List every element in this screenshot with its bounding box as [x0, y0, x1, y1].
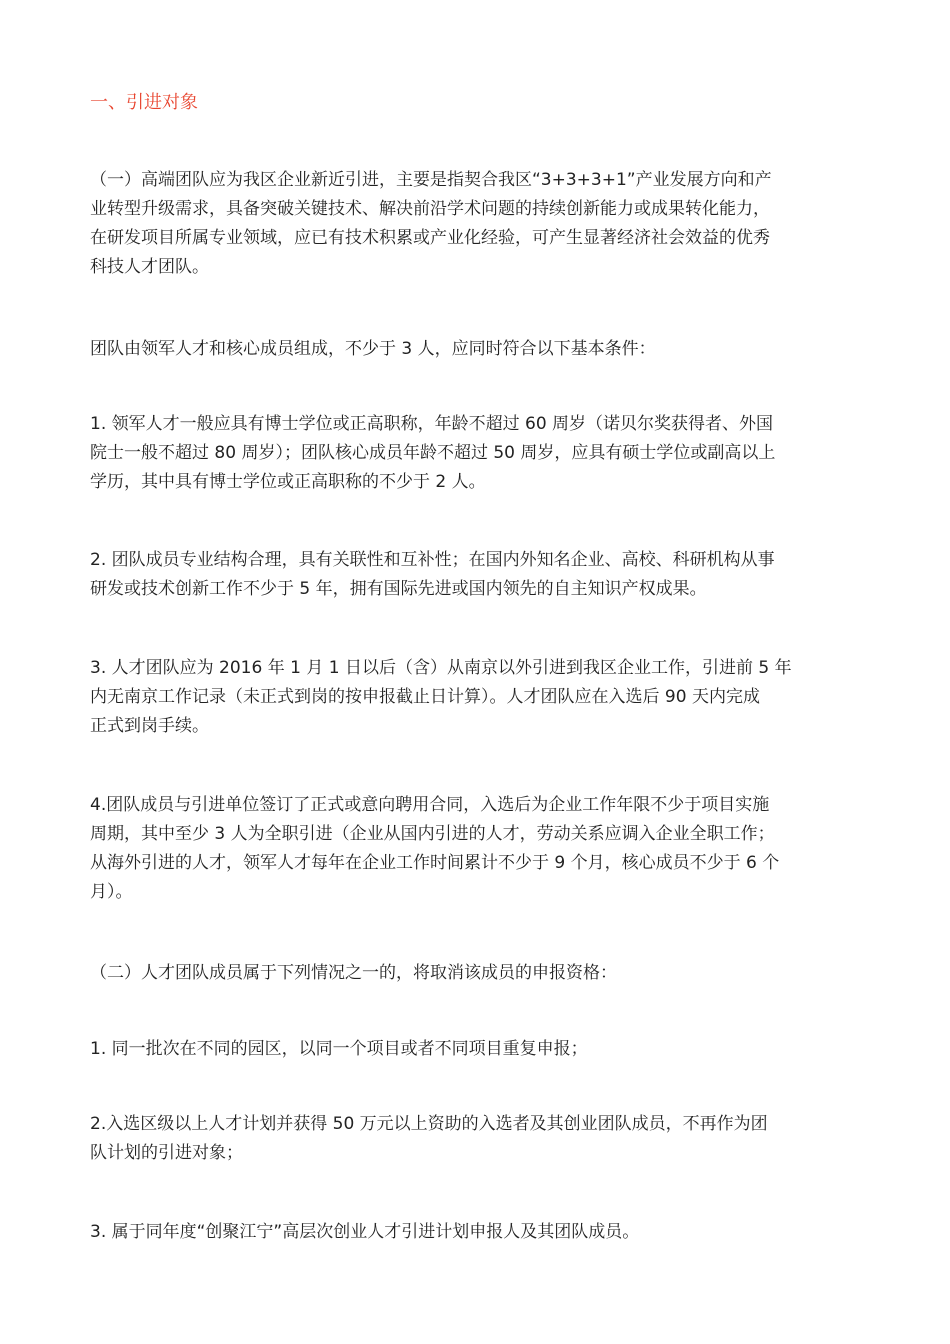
- paragraph-line: 内无南京工作记录（未正式到岗的按申报截止日计算）。人才团队应在入选后 90 天内完成: [90, 687, 760, 707]
- paragraph-9: [90, 1110, 870, 1168]
- paragraph-5: [90, 654, 870, 741]
- paragraph-line: 4.团队成员与引进单位签订了正式或意向聘用合同，入选后为企业工作年限不少于项目实施: [90, 795, 770, 815]
- paragraph-line: 业转型升级需求，具备突破关键技术、解决前沿学术问题的持续创新能力或成果转化能力，: [90, 199, 770, 219]
- paragraph-line: 周期，其中至少 3 人为全职引进（企业从国内引进的人才，劳动关系应调入企业全职工作；: [90, 824, 775, 844]
- paragraph-7: [90, 959, 870, 988]
- paragraph-line: 在研发项目所属专业领域，应已有技术积累或产业化经验，可产生显著经济社会效益的优秀: [90, 228, 770, 248]
- paragraph-line: 2. 团队成员专业结构合理，具有关联性和互补性；在国内外知名企业、高校、科研机构从事: [90, 550, 775, 570]
- paragraph-line: 院士一般不超过 80 周岁）；团队核心成员年龄不超过 50 周岁，应具有硕士学位或副高以上: [90, 443, 776, 463]
- paragraph-line: 研发或技术创新工作不少于 5 年，拥有国际先进或国内领先的自主知识产权成果。: [90, 579, 707, 599]
- paragraph-line: 正式到岗手续。: [90, 716, 209, 736]
- paragraph-line: 2.入选区级以上人才计划并获得 50 万元以上资助的入选者及其创业团队成员，不再作为团: [90, 1114, 768, 1134]
- paragraph-line: （一）高端团队应为我区企业新近引进，主要是指契合我区“3+3+3+1”产业发展方向和产: [90, 170, 772, 190]
- paragraph-8: [90, 1035, 870, 1064]
- section-heading: 一、引进对象: [90, 92, 198, 113]
- paragraph-line: 队计划的引进对象；: [90, 1143, 243, 1163]
- paragraph-line: 学历，其中具有博士学位或正高职称的不少于 2 人。: [90, 472, 486, 492]
- paragraph-line: 3. 人才团队应为 2016 年 1 月 1 日以后（含）从南京以外引进到我区企业工作，引进前 5 年: [90, 658, 792, 678]
- paragraph-line: 1. 同一批次在不同的园区，以同一个项目或者不同项目重复申报；: [90, 1039, 588, 1059]
- paragraph-4: [90, 546, 870, 604]
- paragraph-3: [90, 410, 870, 497]
- paragraph-line: （二）人才团队成员属于下列情况之一的，将取消该成员的申报资格：: [90, 963, 617, 983]
- paragraph-line: 3. 属于同年度“创聚江宁”高层次创业人才引进计划申报人及其团队成员。: [90, 1222, 640, 1242]
- paragraph-line: 月）。: [90, 882, 133, 902]
- paragraph-1: [90, 166, 870, 282]
- paragraph-line: 科技人才团队。: [90, 257, 209, 277]
- paragraph-line: 团队由领军人才和核心成员组成，不少于 3 人，应同时符合以下基本条件：: [90, 339, 656, 359]
- paragraph-line: 从海外引进的人才，领军人才每年在企业工作时间累计不少于 9 个月，核心成员不少于 6 个: [90, 853, 780, 873]
- paragraph-6: [90, 791, 870, 907]
- paragraph-2: [90, 335, 870, 364]
- paragraph-10: [90, 1218, 870, 1247]
- paragraph-line: 1. 领军人才一般应具有博士学位或正高职称，年龄不超过 60 周岁（诺贝尔奖获得者、外国: [90, 414, 774, 434]
